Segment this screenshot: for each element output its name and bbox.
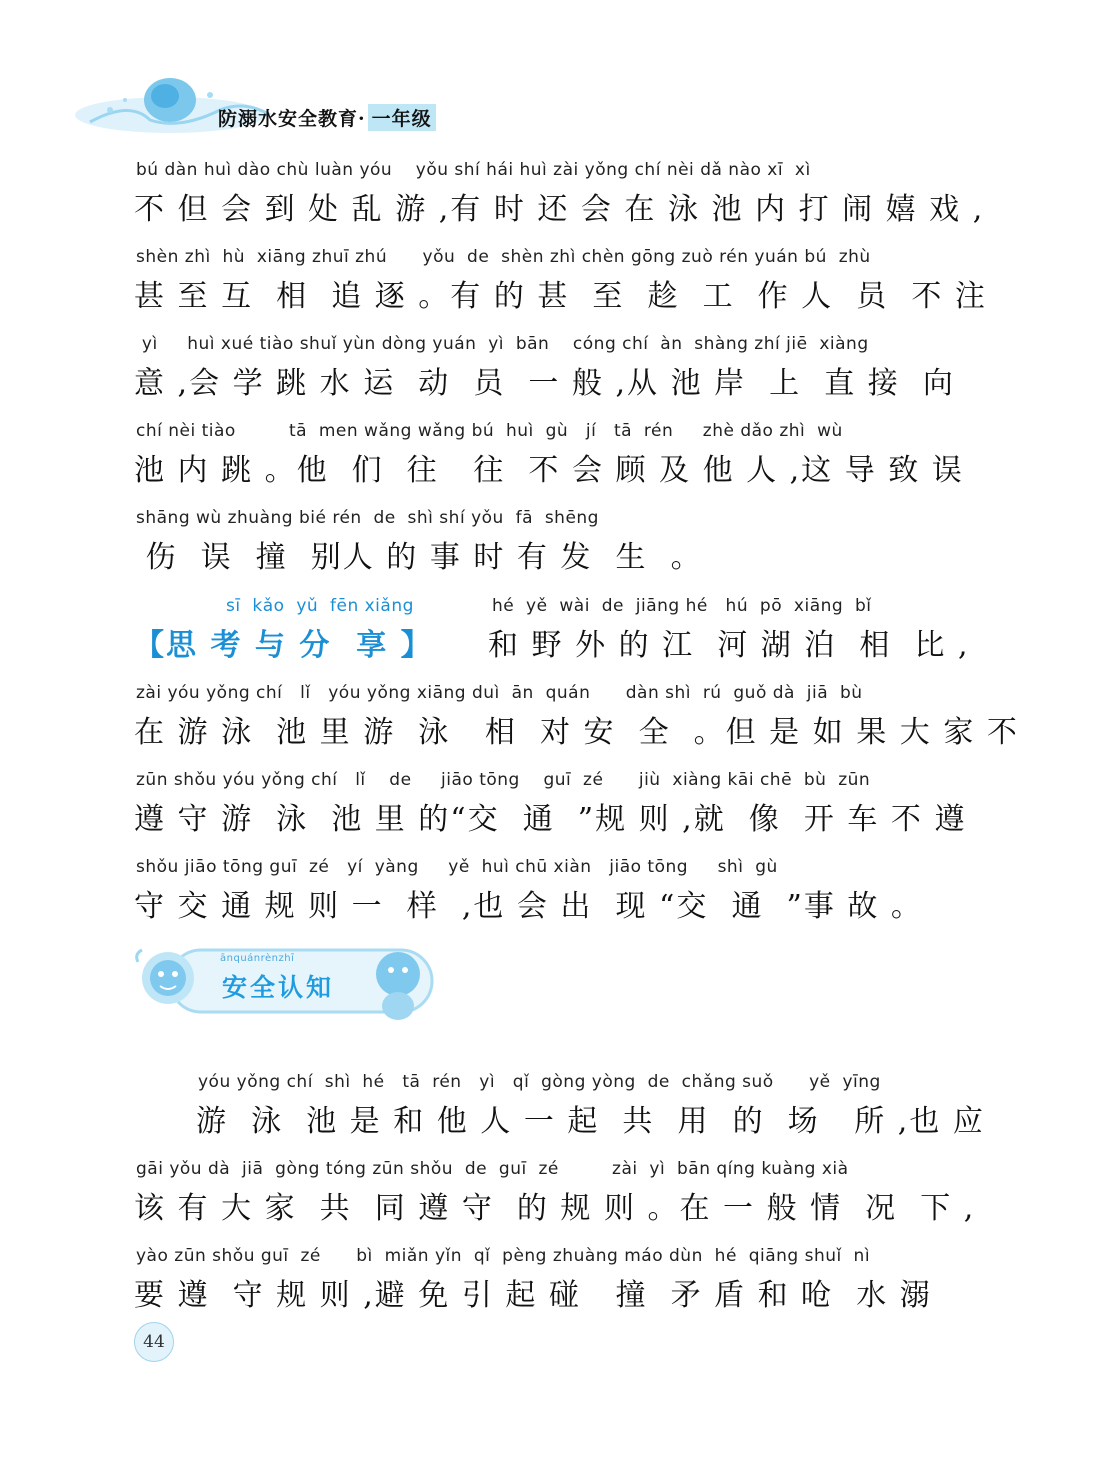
pinyin-line: hé yě wài de jiāng hé hú pō xiāng bǐ (492, 596, 872, 616)
hanzi-line: 在 游 泳 池 里 游 泳 相 对 安 全 。但 是 如 果 大 家 不 (134, 715, 1019, 750)
pinyin-line: shāng wù zhuàng bié rén de shì shí yǒu fā shēng (136, 508, 599, 528)
pinyin-line: yóu yǒng chí shì hé tā rén yì qǐ gòng yòng de chǎng suǒ yě yīng (198, 1072, 881, 1092)
hanzi-line: 意 ,会 学 跳 水 运 动 员 一 般 ,从 池 岸 上 直 接 向 (134, 366, 955, 401)
pinyin-line: shǒu jiāo tōng guī zé yí yàng yě huì chū xiàn jiāo tōng shì gù (136, 857, 778, 877)
page-header (70, 70, 490, 140)
pinyin-line: bú dàn huì dào chù luàn yóu yǒu shí hái huì zài yǒng chí nèi dǎ nào xī xì (136, 160, 811, 180)
hanzi-line: 该 有 大 家 共 同 遵 守 的 规 则 。在 一 般 情 况 下 , (134, 1191, 976, 1226)
think-pinyin: sī kǎo yǔ fēn xiǎng (226, 596, 414, 616)
hanzi-line: 遵 守 游 泳 池 里 的“交 通 ”规 则 ,就 像 开 车 不 遵 (134, 802, 967, 837)
pinyin-line: yào zūn shǒu guī zé bì miǎn yǐn qǐ pèng zhuàng máo dùn hé qiāng shuǐ nì (136, 1246, 871, 1266)
think-and-share-label: 【思 考 与 分 享 】 (134, 628, 433, 663)
hanzi-line: 甚 至 互 相 追 逐 。有 的 甚 至 趁 工 作 人 员 不 注 (134, 279, 987, 314)
pinyin-line: zài yóu yǒng chí lǐ yóu yǒng xiāng duì ān quán dàn shì rú guǒ dà jiā bù (136, 683, 863, 703)
pinyin-line: gāi yǒu dà jiā gòng tóng zūn shǒu de guī zé zài yì bān qíng kuàng xià (136, 1159, 849, 1179)
pinyin-line: chí nèi tiào tā men wǎng wǎng bú huì gù jí tā rén zhè dǎo zhì wù (136, 421, 843, 441)
grade-label: 一年级 (368, 104, 436, 131)
hanzi-line: 要 遵 守 规 则 ,避 免 引 起 碰 撞 矛 盾 和 呛 水 溺 (134, 1278, 932, 1313)
hanzi-line: 池 内 跳 。他 们 往 往 不 会 顾 及 他 人 ,这 导 致 误 (134, 453, 964, 488)
hanzi-line: 伤 误 撞 别人 的 事 时 有 发 生 。 (134, 540, 703, 575)
page-number: 44 (134, 1322, 174, 1362)
pinyin-line: shèn zhì hù xiāng zhuī zhú yǒu de shèn zhì chèn gōng zuò rén yuán bú zhù (136, 247, 871, 267)
badge-pinyin: ānquánrènzhī (220, 953, 295, 964)
hanzi-line: 不 但 会 到 处 乱 游 ,有 时 还 会 在 泳 池 内 打 闹 嬉 戏 , (134, 192, 985, 227)
safety-awareness-badge (130, 940, 440, 1030)
hanzi-line: 和 野 外 的 江 河 湖 泊 相 比 , (488, 628, 970, 663)
hanzi-line: 游 泳 池 是 和 他 人 一 起 共 用 的 场 所 ,也 应 (196, 1104, 985, 1139)
pinyin-line: yì huì xué tiào shuǐ yùn dòng yuán yì bān cóng chí àn shàng zhí jiē xiàng (136, 334, 869, 354)
book-title: 防溺水安全教育· 一年级 (218, 104, 436, 131)
badge-title: 安全认知 (222, 973, 335, 1002)
pinyin-line: zūn shǒu yóu yǒng chí lǐ de jiāo tōng guī zé jiù xiàng kāi chē bù zūn (136, 770, 871, 790)
hanzi-line: 守 交 通 规 则 一 样 ,也 会 出 现 “交 通 ”事 故 。 (134, 889, 923, 924)
